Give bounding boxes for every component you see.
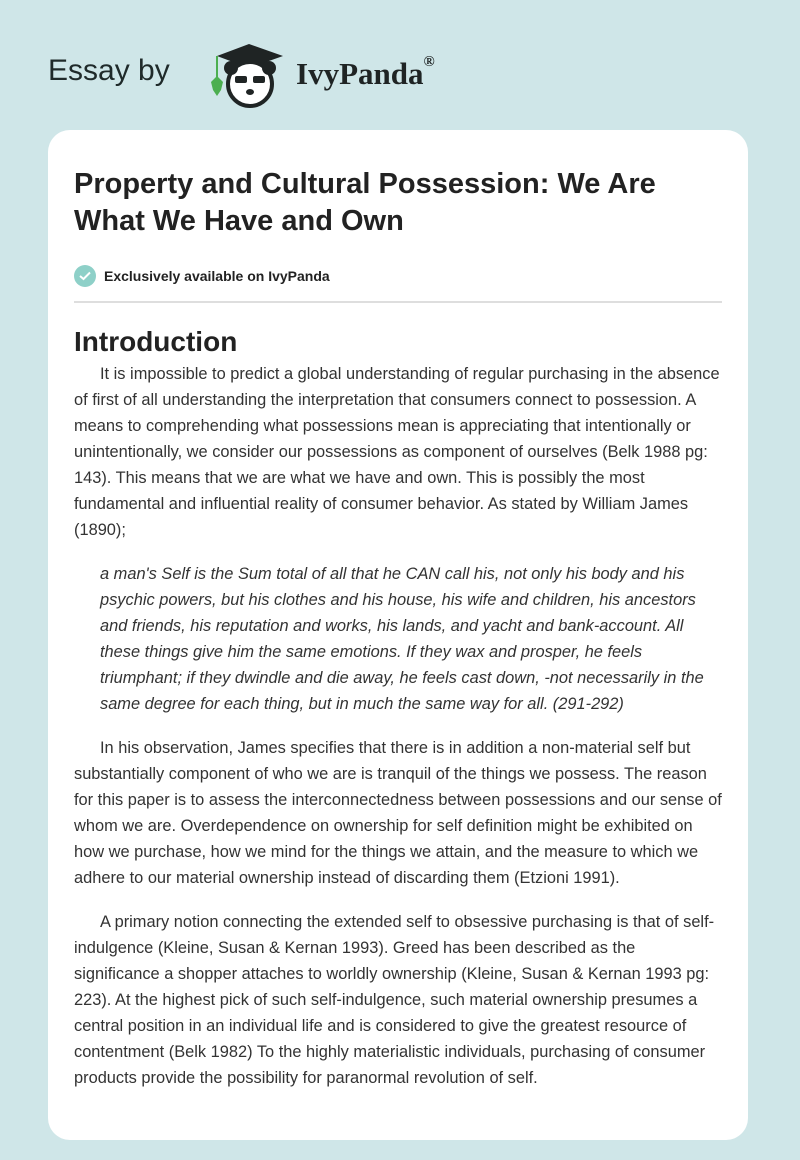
essay-card — [48, 130, 748, 1140]
check-icon — [74, 265, 96, 287]
paragraph: In his observation, James specifies that there is in addition a non-material self but substantially component of who we are is tranquil of the things we possess. The reason for this paper is to assess the interconnectedness between possessions and our sense of whom we are. Overdependence on ownership for self definition might be exhibited on how we purchase, how we mind for the things we attain, and the measure to which we adhere to our material ownership instead of discarding them (Etzioni 1991). — [74, 739, 722, 887]
paragraph: It is impossible to predict a global understanding of regular purchasing in the absence of first of all understanding the interpretation that consumers connect to possession. A means to comprehending what possessions mean is appreciating that intentionally or unintentionally, we consider our possessions as component of ourselves (Belk 1988 pg: 143). This means that we are what we have and own. This is possibly the most fundamental and influential reality of consumer behavior. As stated by William James (1890); — [74, 365, 720, 539]
site-header — [0, 36, 800, 106]
essay-body — [74, 361, 724, 1109]
exclusive-badge — [74, 265, 330, 287]
registered-mark: ® — [423, 54, 435, 70]
ivypanda-logo-icon[interactable] — [203, 36, 293, 108]
block-quote: a man's Self is the Sum total of all that he CAN call his, not only his body and his psychic powers, but his clothes and his house, his wife and children, his ancestors and friends, his reputation and works, his lands, and yacht and bank-account. All these things give him the same emotions. If they wax and prosper, he feels triumphant; if they dwindle and die away, he feels cast down, -not necessarily in the same degree for each thing, but in much the same way for all. (291-292) — [100, 565, 704, 713]
paragraph: A primary notion connecting the extended self to obsessive purchasing is that of self-indulgence (Kleine, Susan & Kernan 1993). Greed has been described as the significance a shopper attaches to worldly ownership (Kleine, Susan & Kernan 1993 pg: 223). At the highest pick of such self-indulgence, such material ownership presumes a central position in an individual life and is considered to give the greatest resource of contentment (Belk 1982) To the highly materialistic individuals, purchasing of consumer products provide the possibility for paranormal revolution of self. — [74, 913, 715, 1087]
essay-by-label: Essay by — [48, 54, 170, 87]
exclusive-label: Exclusively available on IvyPanda — [104, 268, 330, 284]
page-title: Property and Cultural Possession: We Are What We Have and Own — [74, 168, 656, 237]
brand-text: IvyPanda — [296, 56, 424, 91]
section-heading: Introduction — [74, 326, 238, 357]
divider — [74, 301, 722, 303]
brand-name[interactable] — [296, 56, 435, 92]
